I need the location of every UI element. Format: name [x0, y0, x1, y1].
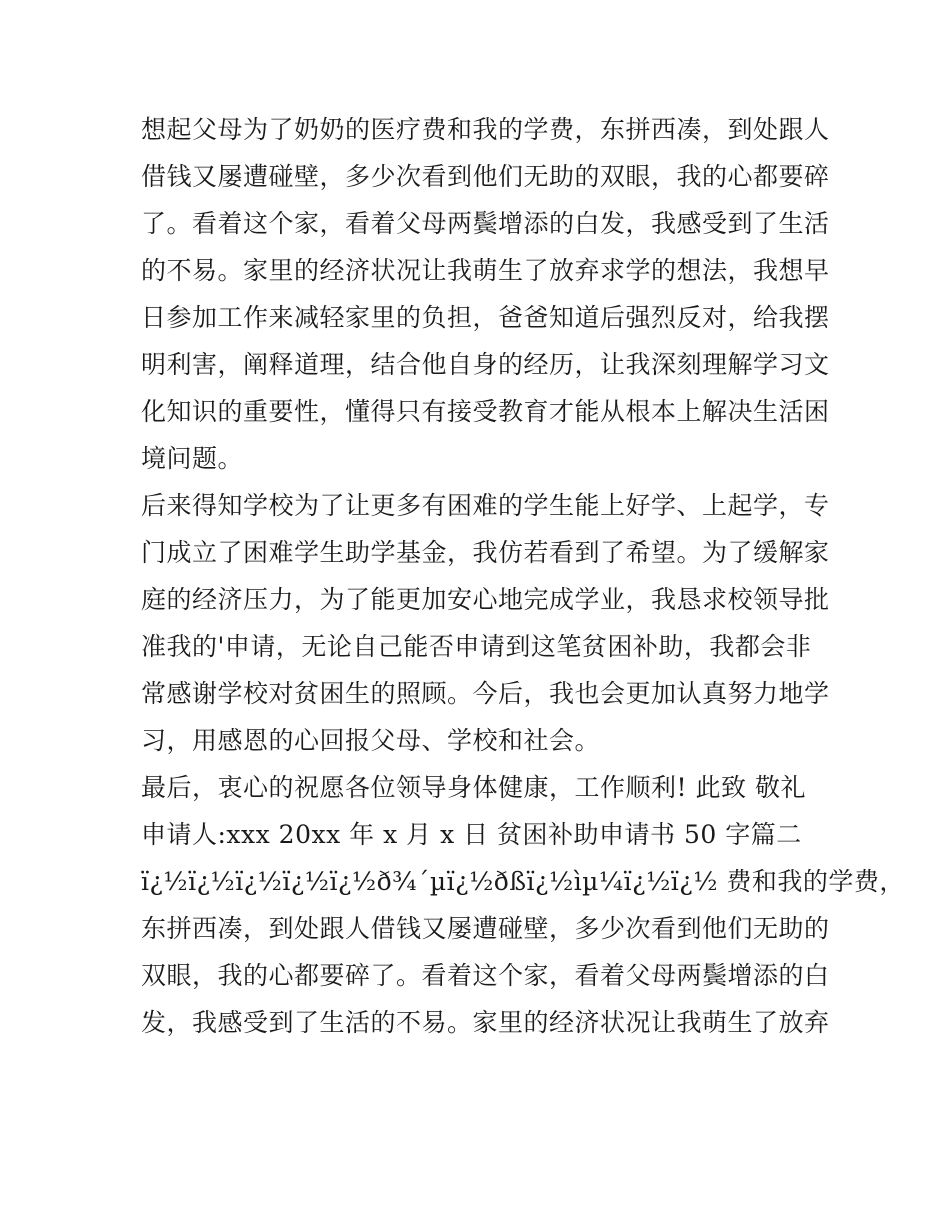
- text-line: 门成立了困难学生助学基金，我仿若看到了希望。为了缓解家: [141, 538, 830, 567]
- text-line: 最后，衷心的祝愿各位领导身体健康，工作顺利! 此致 敬礼: [141, 773, 806, 802]
- text-line: 了。看着这个家，看着父母两鬓增添的白发，我感受到了生活: [141, 209, 830, 238]
- text-line: 准我的'申请，无论自己能否申请到这笔贫困补助，我都会非: [141, 632, 812, 661]
- text-line: 化知识的重要性，懂得只有接受教育才能从根本上解决生活困: [141, 397, 830, 426]
- body-text: [141, 106, 905, 1046]
- text-line: 的不易。家里的经济状况让我萌生了放弃求学的想法，我想早: [141, 256, 830, 285]
- text-line: 境问题。: [141, 444, 244, 473]
- text-line: 东拼西凑，到处跟人借钱又屡遭碰壁，多少次看到他们无助的: [141, 914, 830, 943]
- text-line: ï¿½ï¿½ï¿½ï¿½ï¿½ð¾´µï¿½ðßï¿½ìµ¼ï¿½ï¿½ 费和我的学费，: [141, 867, 905, 896]
- text-line: 庭的经济压力，为了能更加安心地完成学业，我恳求校领导批: [141, 585, 830, 614]
- text-line: 明利害，阐释道理，结合他自身的经历，让我深刻理解学习文: [141, 350, 830, 379]
- text-line: 借钱又屡遭碰壁，多少次看到他们无助的双眼，我的心都要碎: [141, 162, 830, 191]
- text-line: 申请人:xxx 20xx 年 x 月 x 日 贫困补助申请书 50 字篇二: [141, 820, 802, 849]
- text-line: 习，用感恩的心回报父母、学校和社会。: [141, 726, 601, 755]
- text-line: 发，我感受到了生活的不易。家里的经济状况让我萌生了放弃: [141, 1008, 830, 1037]
- text-line: 日参加工作来减轻家里的负担，爸爸知道后强烈反对，给我摆: [141, 303, 830, 332]
- text-line: 后来得知学校为了让更多有困难的学生能上好学、上起学，专: [141, 491, 830, 520]
- text-line: 双眼，我的心都要碎了。看着这个家，看着父母两鬓增添的白: [141, 961, 830, 990]
- text-line: 常感谢学校对贫困生的照顾。今后，我也会更加认真努力地学: [141, 679, 830, 708]
- text-line: 想起父母为了奶奶的医疗费和我的学费，东拼西凑，到处跟人: [141, 115, 830, 144]
